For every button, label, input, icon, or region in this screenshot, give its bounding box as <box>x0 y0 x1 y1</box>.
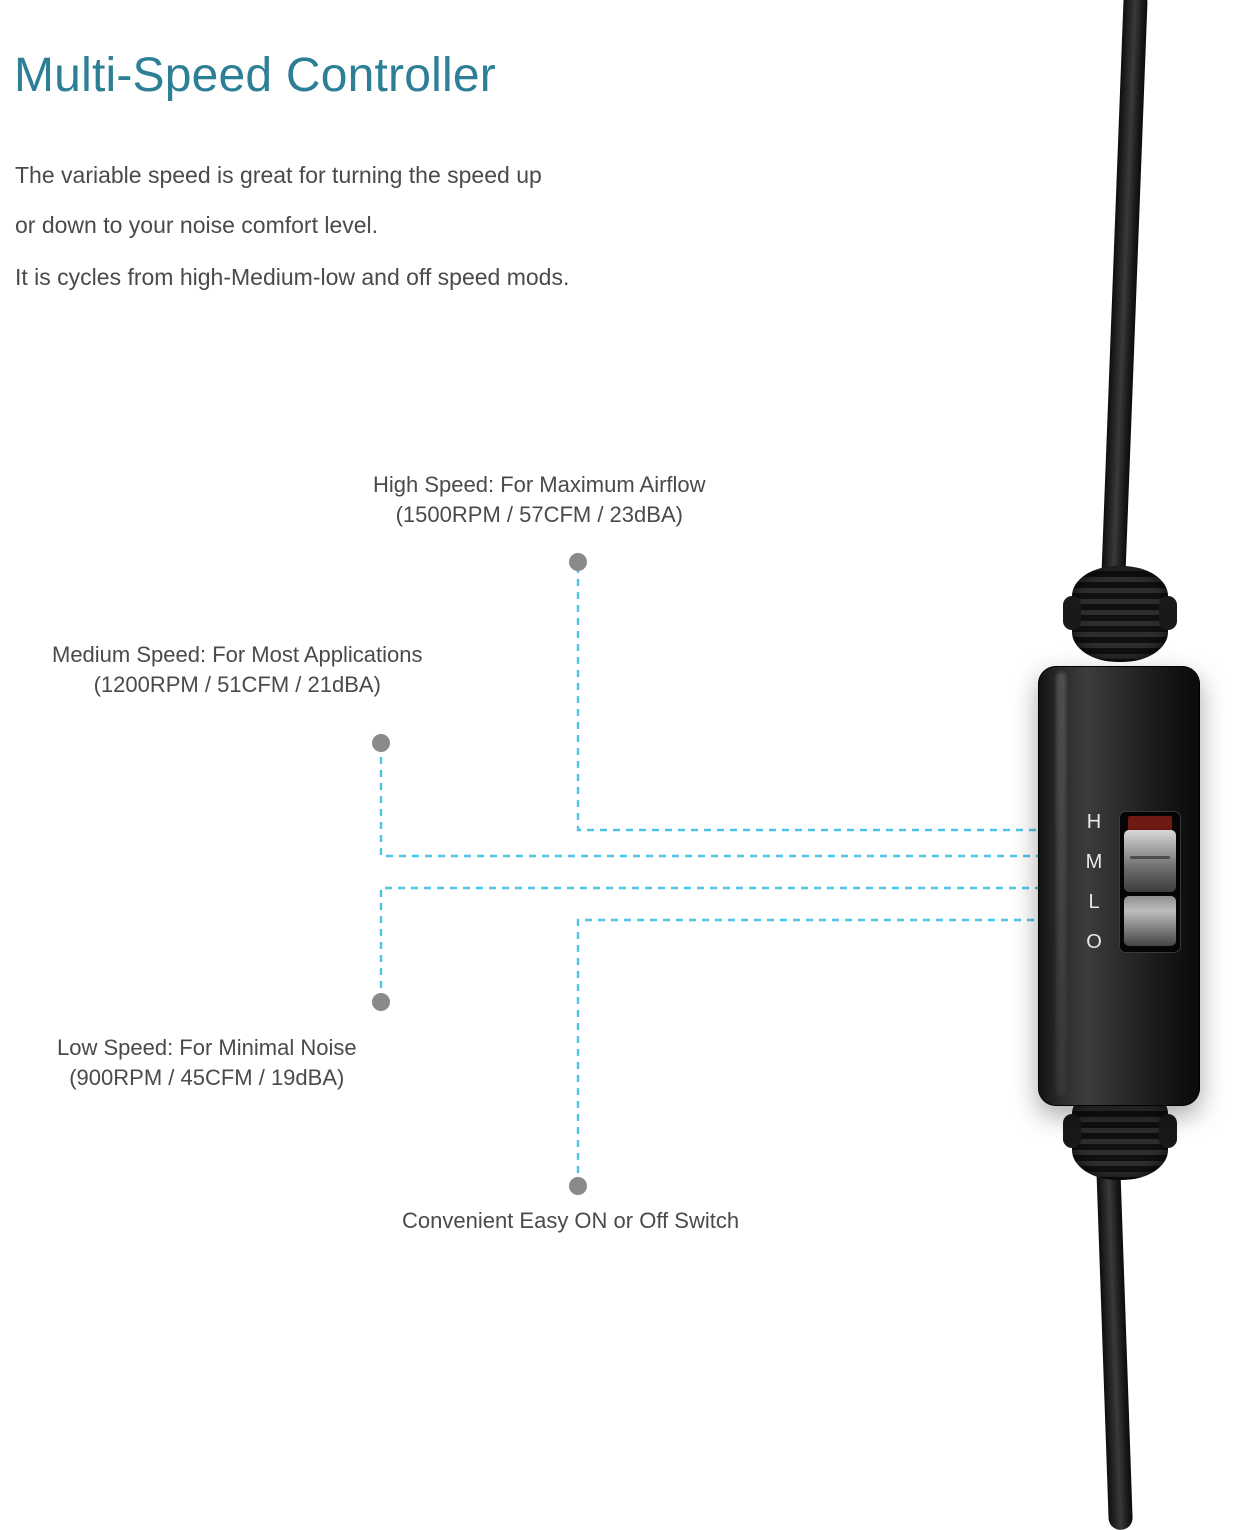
product-photo <box>960 0 1233 1500</box>
cable-lower <box>1095 1130 1133 1530</box>
legend-label-m: M <box>1085 851 1103 873</box>
legend-label-l: L <box>1088 891 1100 913</box>
intro-line-3: It is cycles from high-Medium-low and off speed mods. <box>15 264 570 290</box>
housing-highlight <box>1056 672 1066 1096</box>
legend-label-o: O <box>1086 931 1102 953</box>
callout-medium-speed <box>52 640 423 700</box>
leader-medium <box>381 744 1040 856</box>
callout-high-speed-line2: (1500RPM / 57CFM / 23dBA) <box>395 502 683 527</box>
switch-slider-handle[interactable] <box>1124 830 1176 892</box>
callout-low-speed <box>57 1033 357 1093</box>
strain-relief-upper <box>1072 566 1168 662</box>
callout-on-off-switch-line1: Convenient Easy ON or Off Switch <box>402 1208 740 1233</box>
legend-label-h: H <box>1086 811 1102 833</box>
leader-dot-medium <box>372 734 390 752</box>
page-title: Multi-Speed Controller <box>14 49 496 102</box>
intro-line-2: or down to your noise comfort level. <box>15 212 379 238</box>
leader-dot-switch <box>569 1177 587 1195</box>
switch-slider-track <box>1124 896 1176 946</box>
speed-slider-switch[interactable] <box>1120 812 1180 952</box>
callout-low-speed-line1: Low Speed: For Minimal Noise <box>57 1035 357 1060</box>
callout-on-off-switch <box>402 1206 739 1236</box>
callout-high-speed <box>373 470 706 530</box>
callout-medium-speed-line1: Medium Speed: For Most Applications <box>52 642 423 667</box>
callout-medium-speed-line2: (1200RPM / 51CFM / 21dBA) <box>93 672 381 697</box>
callout-high-speed-line1: High Speed: For Maximum Airflow <box>373 472 706 497</box>
cable-upper <box>1100 0 1148 610</box>
switch-position-legend <box>1079 812 1109 952</box>
callout-low-speed-line2: (900RPM / 45CFM / 19dBA) <box>69 1065 345 1090</box>
leader-low <box>381 888 1040 1001</box>
leader-dot-high <box>569 553 587 571</box>
intro-line-1: The variable speed is great for turning the speed up <box>15 162 542 188</box>
leader-dot-low <box>372 993 390 1011</box>
